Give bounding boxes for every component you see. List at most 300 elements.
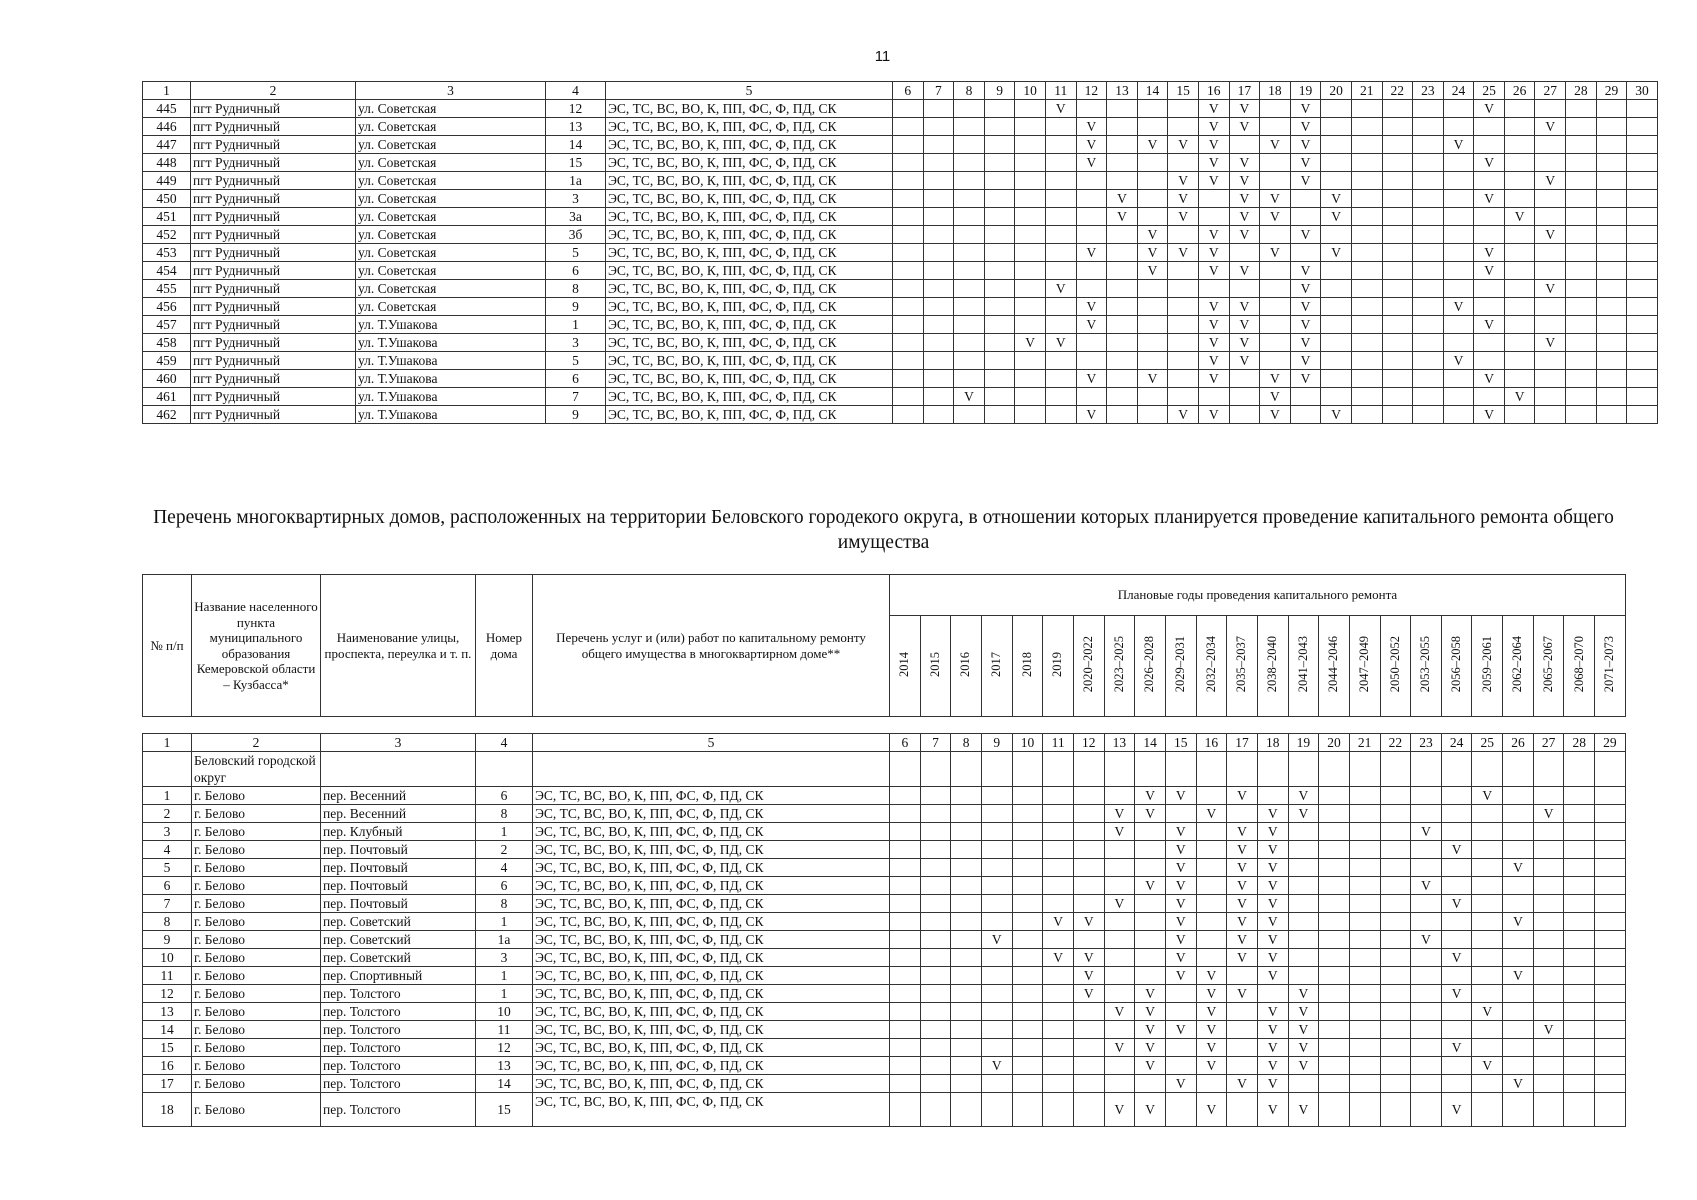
- schedule-mark-cell: [951, 895, 982, 913]
- schedule-mark-cell: [1411, 805, 1442, 823]
- schedule-mark-cell: [1382, 172, 1413, 190]
- schedule-mark-cell: V: [1260, 208, 1291, 226]
- schedule-mark-cell: [951, 1039, 982, 1057]
- header-services: Перечень услуг и (или) работ по капитальному ремонту общего имущества в многоквартирном доме**: [533, 575, 890, 717]
- schedule-mark-cell: [1043, 985, 1074, 1003]
- settlement-cell: пгт Рудничный: [191, 118, 356, 136]
- schedule-mark-cell: [1349, 877, 1380, 895]
- settlement-cell: г. Белово: [192, 1003, 321, 1021]
- row-number: 455: [143, 280, 191, 298]
- house-number-cell: 10: [476, 1003, 533, 1021]
- schedule-mark-cell: [1319, 805, 1350, 823]
- schedule-mark-cell: [1380, 1021, 1411, 1039]
- street-cell: пер. Почтовый: [321, 859, 476, 877]
- schedule-mark-cell: [1382, 334, 1413, 352]
- schedule-mark-cell: [1137, 406, 1168, 424]
- schedule-mark-cell: [1168, 298, 1199, 316]
- schedule-mark-cell: [1504, 190, 1535, 208]
- schedule-mark-cell: [1168, 262, 1199, 280]
- schedule-mark-cell: [1135, 931, 1166, 949]
- services-cell: ЭС, ТС, ВС, ВО, К, ПП, ФС, Ф, ПД, СК: [533, 1003, 890, 1021]
- schedule-mark-cell: V: [1535, 226, 1566, 244]
- schedule-mark-cell: [923, 190, 954, 208]
- schedule-mark-cell: [1564, 1093, 1595, 1127]
- schedule-mark-cell: [1137, 334, 1168, 352]
- schedule-mark-cell: V: [1165, 895, 1196, 913]
- schedule-mark-cell: [1566, 118, 1597, 136]
- schedule-mark-cell: [1288, 895, 1319, 913]
- schedule-mark-cell: V: [1165, 877, 1196, 895]
- table-row: [143, 298, 1658, 316]
- schedule-mark-cell: [1627, 298, 1658, 316]
- schedule-mark-cell: V: [1135, 1021, 1166, 1039]
- schedule-mark-cell: [893, 316, 924, 334]
- settlement-cell: г. Белово: [192, 823, 321, 841]
- column-number: 4: [546, 82, 606, 100]
- schedule-mark-cell: [1474, 334, 1505, 352]
- schedule-mark-cell: [1504, 262, 1535, 280]
- schedule-mark-cell: [1351, 406, 1382, 424]
- schedule-mark-cell: [951, 787, 982, 805]
- schedule-mark-cell: [893, 100, 924, 118]
- schedule-mark-cell: [1351, 316, 1382, 334]
- schedule-mark-cell: [1073, 1057, 1104, 1075]
- schedule-mark-cell: [981, 859, 1012, 877]
- schedule-mark-cell: [1351, 136, 1382, 154]
- table-row: [143, 406, 1658, 424]
- schedule-mark-cell: V: [1135, 877, 1166, 895]
- settlement-cell: пгт Рудничный: [191, 190, 356, 208]
- schedule-mark-cell: [920, 1057, 951, 1075]
- schedule-mark-cell: [1165, 1003, 1196, 1021]
- schedule-mark-cell: V: [1257, 1003, 1288, 1021]
- services-cell: ЭС, ТС, ВС, ВО, К, ПП, ФС, Ф, ПД, СК: [606, 262, 893, 280]
- schedule-mark-cell: V: [1503, 967, 1534, 985]
- schedule-mark-cell: [1595, 823, 1626, 841]
- schedule-mark-cell: [890, 931, 921, 949]
- schedule-mark-cell: [1012, 859, 1043, 877]
- schedule-mark-cell: V: [1257, 1039, 1288, 1057]
- schedule-mark-cell: V: [1229, 100, 1260, 118]
- schedule-mark-cell: [1503, 1093, 1534, 1127]
- year-header-cell: [981, 616, 1012, 717]
- schedule-mark-cell: V: [1411, 877, 1442, 895]
- schedule-mark-cell: [1137, 280, 1168, 298]
- schedule-mark-cell: [1073, 877, 1104, 895]
- schedule-mark-cell: [1504, 244, 1535, 262]
- schedule-mark-cell: [923, 352, 954, 370]
- services-cell: ЭС, ТС, ВС, ВО, К, ПП, ФС, Ф, ПД, СК: [606, 388, 893, 406]
- schedule-mark-cell: [1104, 859, 1135, 877]
- schedule-mark-cell: [1012, 823, 1043, 841]
- schedule-mark-cell: [920, 805, 951, 823]
- year-label: 2035–2037: [1234, 636, 1249, 693]
- page-number: 11: [874, 48, 891, 65]
- year-label: 2014: [897, 651, 912, 677]
- schedule-mark-cell: V: [1073, 967, 1104, 985]
- schedule-mark-cell: [1196, 913, 1227, 931]
- schedule-mark-cell: [1015, 190, 1046, 208]
- column-number: 29: [1595, 734, 1626, 752]
- schedule-mark-cell: [1137, 100, 1168, 118]
- services-cell: ЭС, ТС, ВС, ВО, К, ПП, ФС, Ф, ПД, СК: [606, 370, 893, 388]
- settlement-cell: пгт Рудничный: [191, 226, 356, 244]
- schedule-mark-cell: [1535, 352, 1566, 370]
- schedule-mark-cell: [1012, 1039, 1043, 1057]
- schedule-mark-cell: [1165, 805, 1196, 823]
- schedule-mark-cell: [1076, 334, 1107, 352]
- empty-cell: [951, 752, 982, 787]
- schedule-mark-cell: [1351, 280, 1382, 298]
- schedule-mark-cell: [920, 877, 951, 895]
- schedule-mark-cell: V: [1076, 244, 1107, 262]
- schedule-mark-cell: [1503, 841, 1534, 859]
- schedule-mark-cell: V: [1257, 967, 1288, 985]
- schedule-mark-cell: [1595, 859, 1626, 877]
- schedule-mark-cell: [893, 136, 924, 154]
- schedule-mark-cell: [1012, 913, 1043, 931]
- column-number: 9: [981, 734, 1012, 752]
- row-number: 462: [143, 406, 191, 424]
- schedule-mark-cell: [1349, 805, 1380, 823]
- schedule-mark-cell: [954, 298, 985, 316]
- settlement-cell: г. Белово: [192, 787, 321, 805]
- table-row: [143, 226, 1658, 244]
- empty-cell: [1533, 752, 1564, 787]
- schedule-mark-cell: [1627, 316, 1658, 334]
- year-label: 2065–2067: [1540, 636, 1555, 693]
- schedule-mark-cell: [1380, 931, 1411, 949]
- schedule-mark-cell: [890, 841, 921, 859]
- schedule-mark-cell: [920, 859, 951, 877]
- schedule-mark-cell: [951, 985, 982, 1003]
- settlement-cell: г. Белово: [192, 985, 321, 1003]
- schedule-mark-cell: [1596, 352, 1627, 370]
- schedule-mark-cell: [1411, 1021, 1442, 1039]
- schedule-mark-cell: [1382, 298, 1413, 316]
- schedule-mark-cell: [1104, 949, 1135, 967]
- schedule-mark-cell: [1319, 823, 1350, 841]
- schedule-mark-cell: [1319, 841, 1350, 859]
- schedule-mark-cell: [1503, 1003, 1534, 1021]
- schedule-mark-cell: [1168, 226, 1199, 244]
- schedule-mark-cell: [1227, 1021, 1258, 1039]
- house-number-cell: 15: [546, 154, 606, 172]
- schedule-mark-cell: [1290, 244, 1321, 262]
- schedule-mark-cell: [1627, 244, 1658, 262]
- schedule-mark-cell: [1443, 208, 1474, 226]
- schedule-mark-cell: [1503, 931, 1534, 949]
- services-cell: ЭС, ТС, ВС, ВО, К, ПП, ФС, Ф, ПД, СК: [533, 931, 890, 949]
- schedule-mark-cell: [984, 280, 1015, 298]
- year-header-cell: [1411, 616, 1442, 717]
- street-cell: ул. Советская: [356, 280, 546, 298]
- row-number: 5: [143, 859, 192, 877]
- schedule-mark-cell: [1043, 823, 1074, 841]
- schedule-mark-cell: [1380, 841, 1411, 859]
- schedule-mark-cell: [951, 823, 982, 841]
- house-number-cell: 6: [546, 370, 606, 388]
- schedule-mark-cell: V: [981, 1057, 1012, 1075]
- schedule-mark-cell: V: [1196, 1021, 1227, 1039]
- schedule-mark-cell: [1043, 967, 1074, 985]
- schedule-mark-cell: V: [1321, 190, 1352, 208]
- schedule-mark-cell: [1533, 985, 1564, 1003]
- schedule-mark-cell: [890, 877, 921, 895]
- schedule-mark-cell: [1168, 352, 1199, 370]
- schedule-mark-cell: [1413, 154, 1444, 172]
- schedule-mark-cell: [923, 154, 954, 172]
- schedule-mark-cell: [1413, 118, 1444, 136]
- schedule-mark-cell: [1472, 1021, 1503, 1039]
- schedule-mark-cell: [1319, 1057, 1350, 1075]
- schedule-mark-cell: [1045, 262, 1076, 280]
- schedule-mark-cell: V: [1260, 136, 1291, 154]
- schedule-mark-cell: V: [1474, 406, 1505, 424]
- schedule-mark-cell: [1441, 805, 1472, 823]
- table-row: [143, 262, 1658, 280]
- schedule-mark-cell: [1627, 154, 1658, 172]
- street-cell: ул. Т.Ушакова: [356, 406, 546, 424]
- schedule-mark-cell: [1596, 388, 1627, 406]
- schedule-mark-cell: V: [1535, 280, 1566, 298]
- settlement-cell: пгт Рудничный: [191, 154, 356, 172]
- row-number: 7: [143, 895, 192, 913]
- services-cell: ЭС, ТС, ВС, ВО, К, ПП, ФС, Ф, ПД, СК: [606, 226, 893, 244]
- schedule-mark-cell: V: [1290, 118, 1321, 136]
- schedule-mark-cell: [893, 118, 924, 136]
- settlement-cell: г. Белово: [192, 1021, 321, 1039]
- house-number-cell: 2: [476, 841, 533, 859]
- schedule-mark-cell: [1198, 190, 1229, 208]
- schedule-mark-cell: [1627, 388, 1658, 406]
- schedule-mark-cell: [1564, 859, 1595, 877]
- schedule-mark-cell: [1107, 388, 1138, 406]
- schedule-mark-cell: [1137, 298, 1168, 316]
- column-number: 3: [356, 82, 546, 100]
- schedule-mark-cell: [1413, 298, 1444, 316]
- schedule-mark-cell: [1411, 787, 1442, 805]
- schedule-mark-cell: [923, 298, 954, 316]
- schedule-mark-cell: [1566, 298, 1597, 316]
- services-cell: ЭС, ТС, ВС, ВО, К, ПП, ФС, Ф, ПД, СК: [606, 352, 893, 370]
- schedule-mark-cell: V: [1504, 208, 1535, 226]
- street-cell: ул. Т.Ушакова: [356, 334, 546, 352]
- schedule-mark-cell: [984, 334, 1015, 352]
- schedule-mark-cell: [1627, 280, 1658, 298]
- column-number: 28: [1564, 734, 1595, 752]
- schedule-mark-cell: V: [1198, 352, 1229, 370]
- row-number: 10: [143, 949, 192, 967]
- schedule-mark-cell: [984, 262, 1015, 280]
- schedule-mark-cell: [1015, 208, 1046, 226]
- schedule-mark-cell: [1288, 841, 1319, 859]
- schedule-mark-cell: [1260, 118, 1291, 136]
- column-number: 27: [1535, 82, 1566, 100]
- year-label: 2056–2058: [1448, 636, 1463, 693]
- schedule-mark-cell: V: [1472, 787, 1503, 805]
- schedule-mark-cell: [1015, 352, 1046, 370]
- schedule-mark-cell: V: [1290, 316, 1321, 334]
- row-number: 451: [143, 208, 191, 226]
- schedule-mark-cell: [1474, 136, 1505, 154]
- schedule-mark-cell: V: [1165, 841, 1196, 859]
- schedule-mark-cell: [920, 841, 951, 859]
- schedule-mark-cell: [1135, 841, 1166, 859]
- schedule-mark-cell: [1443, 244, 1474, 262]
- schedule-mark-cell: [890, 1039, 921, 1057]
- schedule-mark-cell: [1104, 985, 1135, 1003]
- house-number-cell: 1: [546, 316, 606, 334]
- house-number-cell: 13: [546, 118, 606, 136]
- schedule-mark-cell: V: [1227, 949, 1258, 967]
- schedule-mark-cell: [1627, 190, 1658, 208]
- schedule-mark-cell: V: [1260, 244, 1291, 262]
- schedule-mark-cell: [1566, 388, 1597, 406]
- street-cell: ул. Советская: [356, 262, 546, 280]
- schedule-mark-cell: V: [1165, 859, 1196, 877]
- schedule-mark-cell: V: [1257, 805, 1288, 823]
- schedule-mark-cell: V: [1474, 370, 1505, 388]
- schedule-mark-cell: [954, 118, 985, 136]
- column-number: 22: [1380, 734, 1411, 752]
- schedule-mark-cell: V: [1229, 190, 1260, 208]
- schedule-mark-cell: [984, 370, 1015, 388]
- schedule-mark-cell: [1012, 1093, 1043, 1127]
- schedule-mark-cell: [1015, 100, 1046, 118]
- street-cell: ул. Советская: [356, 136, 546, 154]
- schedule-mark-cell: [1566, 154, 1597, 172]
- year-label: 2029–2031: [1172, 636, 1187, 693]
- row-number: 449: [143, 172, 191, 190]
- year-header-cell: [1288, 616, 1319, 717]
- settlement-cell: г. Белово: [192, 805, 321, 823]
- settlement-cell: пгт Рудничный: [191, 136, 356, 154]
- services-cell: ЭС, ТС, ВС, ВО, К, ПП, ФС, Ф, ПД, СК: [606, 118, 893, 136]
- settlement-cell: пгт Рудничный: [191, 172, 356, 190]
- empty-cell: [321, 752, 476, 787]
- schedule-mark-cell: [1564, 1003, 1595, 1021]
- schedule-mark-cell: V: [1073, 913, 1104, 931]
- schedule-mark-cell: [1413, 244, 1444, 262]
- schedule-mark-cell: [981, 985, 1012, 1003]
- schedule-mark-cell: [1229, 406, 1260, 424]
- schedule-mark-cell: [1595, 949, 1626, 967]
- street-cell: ул. Т.Ушакова: [356, 316, 546, 334]
- column-number: 6: [890, 734, 921, 752]
- schedule-mark-cell: [1503, 823, 1534, 841]
- schedule-mark-cell: [1321, 334, 1352, 352]
- row-number: 454: [143, 262, 191, 280]
- column-number: 6: [893, 82, 924, 100]
- schedule-mark-cell: V: [1290, 100, 1321, 118]
- column-number: 21: [1351, 82, 1382, 100]
- table-row: [143, 244, 1658, 262]
- year-label: 2023–2025: [1111, 636, 1126, 693]
- header-street: Наименование улицы, проспекта, переулка и т. п.: [321, 575, 476, 717]
- schedule-mark-cell: [951, 1075, 982, 1093]
- schedule-mark-cell: [1012, 985, 1043, 1003]
- schedule-mark-cell: [1260, 352, 1291, 370]
- schedule-mark-cell: [1319, 985, 1350, 1003]
- schedule-mark-cell: [920, 931, 951, 949]
- house-number-cell: 13: [476, 1057, 533, 1075]
- schedule-mark-cell: V: [1165, 913, 1196, 931]
- row-number: 15: [143, 1039, 192, 1057]
- schedule-mark-cell: [1107, 262, 1138, 280]
- schedule-mark-cell: V: [1198, 244, 1229, 262]
- schedule-mark-cell: V: [1474, 244, 1505, 262]
- schedule-mark-cell: V: [1229, 334, 1260, 352]
- schedule-mark-cell: V: [1168, 172, 1199, 190]
- schedule-mark-cell: V: [1290, 370, 1321, 388]
- schedule-mark-cell: V: [1229, 154, 1260, 172]
- schedule-mark-cell: [1319, 1093, 1350, 1127]
- schedule-mark-cell: V: [1257, 1075, 1288, 1093]
- schedule-mark-cell: [1257, 787, 1288, 805]
- schedule-mark-cell: [1349, 967, 1380, 985]
- schedule-mark-cell: [1566, 208, 1597, 226]
- schedule-mark-cell: V: [1535, 334, 1566, 352]
- schedule-mark-cell: [1351, 118, 1382, 136]
- schedule-mark-cell: [1566, 370, 1597, 388]
- settlement-cell: пгт Рудничный: [191, 406, 356, 424]
- schedule-mark-cell: [1196, 841, 1227, 859]
- schedule-mark-cell: V: [1073, 949, 1104, 967]
- schedule-mark-cell: [1349, 823, 1380, 841]
- schedule-mark-cell: [1595, 967, 1626, 985]
- schedule-mark-cell: [1472, 949, 1503, 967]
- schedule-mark-cell: [1107, 316, 1138, 334]
- schedule-mark-cell: [1443, 406, 1474, 424]
- row-number: 452: [143, 226, 191, 244]
- column-number: 17: [1229, 82, 1260, 100]
- schedule-mark-cell: [1073, 805, 1104, 823]
- empty-cell: [1441, 752, 1472, 787]
- house-number-cell: 8: [546, 280, 606, 298]
- column-number: 20: [1321, 82, 1352, 100]
- column-number: 3: [321, 734, 476, 752]
- schedule-mark-cell: [1290, 406, 1321, 424]
- schedule-mark-cell: V: [1198, 118, 1229, 136]
- schedule-mark-cell: [923, 334, 954, 352]
- schedule-mark-cell: [1351, 154, 1382, 172]
- schedule-mark-cell: [1380, 1003, 1411, 1021]
- schedule-mark-cell: V: [1168, 190, 1199, 208]
- schedule-mark-cell: [890, 967, 921, 985]
- column-number: 28: [1566, 82, 1597, 100]
- schedule-mark-cell: V: [1535, 118, 1566, 136]
- schedule-mark-cell: [1380, 913, 1411, 931]
- schedule-mark-cell: [1168, 118, 1199, 136]
- year-header-cell: [951, 616, 982, 717]
- column-number: 1: [143, 82, 191, 100]
- schedule-mark-cell: [1321, 136, 1352, 154]
- schedule-mark-cell: [1045, 172, 1076, 190]
- year-header-cell: [1012, 616, 1043, 717]
- schedule-mark-cell: V: [1135, 1003, 1166, 1021]
- schedule-mark-cell: [1413, 334, 1444, 352]
- schedule-mark-cell: [1413, 172, 1444, 190]
- table-row: [143, 100, 1658, 118]
- settlement-cell: пгт Рудничный: [191, 100, 356, 118]
- schedule-mark-cell: [1504, 352, 1535, 370]
- row-number: 446: [143, 118, 191, 136]
- schedule-mark-cell: [1413, 262, 1444, 280]
- schedule-mark-cell: V: [1257, 1021, 1288, 1039]
- schedule-mark-cell: V: [1198, 406, 1229, 424]
- schedule-mark-cell: [981, 1039, 1012, 1057]
